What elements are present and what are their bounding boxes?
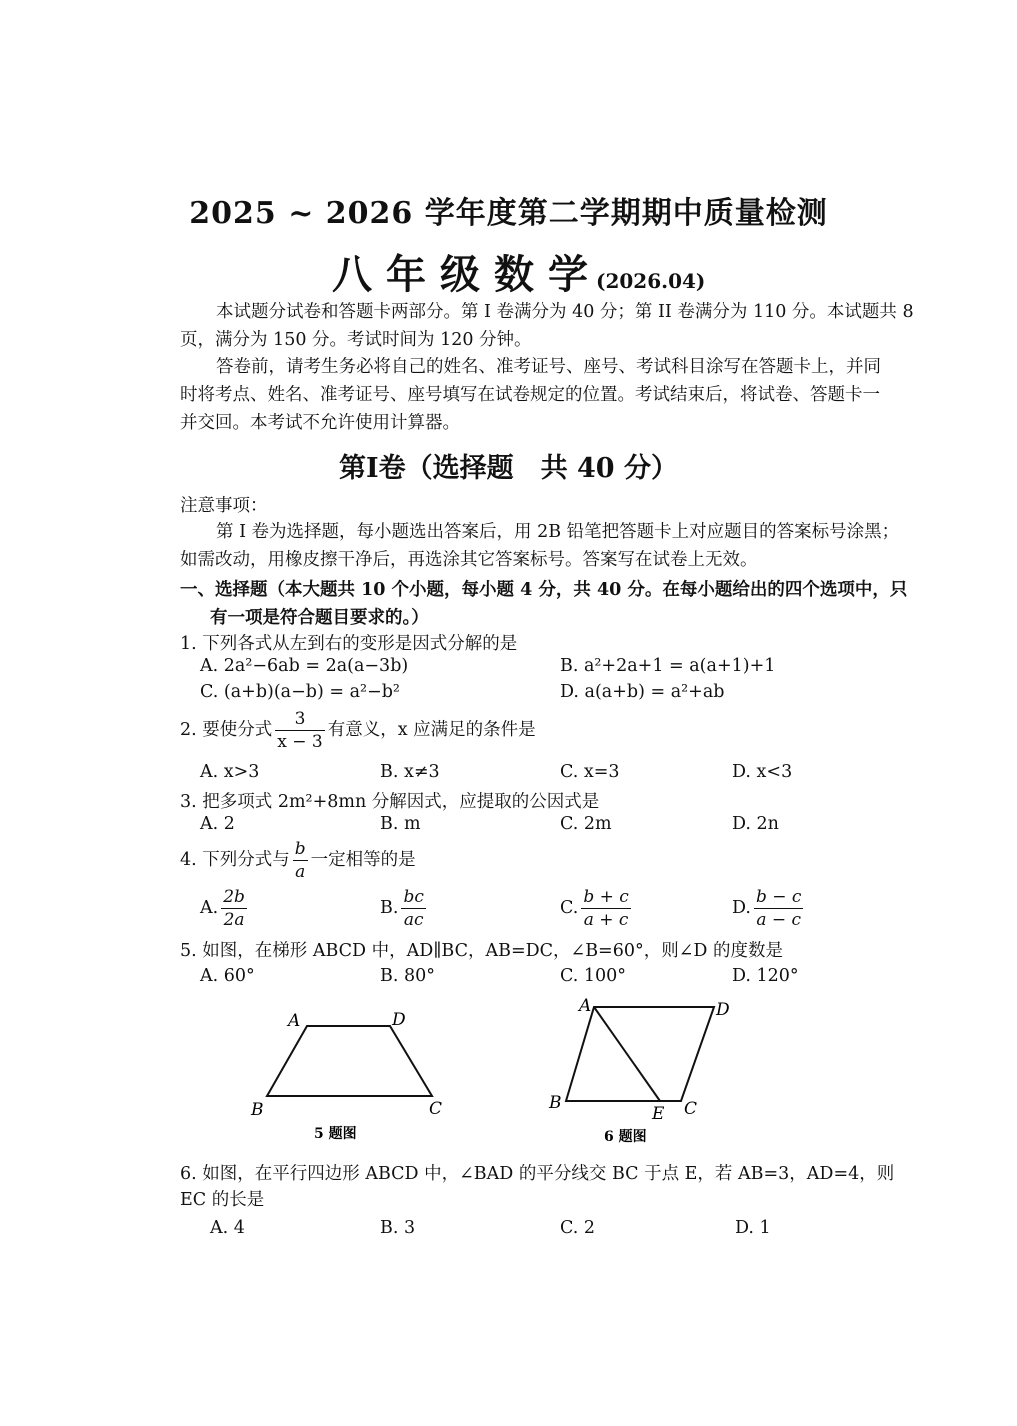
q6-parallelogram-figure <box>566 1007 714 1101</box>
q4-option-d-num: b − c <box>755 887 802 907</box>
q4-option-c-num: b + c <box>583 887 629 907</box>
q6-label-b: B <box>549 1093 562 1113</box>
q5-label-d: D <box>392 1010 406 1030</box>
intro-line-5: 并交回。本考试不允许使用计算器。 <box>180 413 460 433</box>
q6-option-a: A. 4 <box>210 1218 245 1238</box>
exam-title: 2025 ~ 2026 学年度第二学期期中质量检测 <box>189 196 828 231</box>
q4-option-d-label: D. <box>732 898 751 918</box>
subject-title <box>332 243 705 300</box>
q3-stem: 3. 把多项式 2m²+8mn 分解因式，应提取的公因式是 <box>180 792 600 812</box>
q1-option-d: D. a(a+b) = a²+ab <box>560 682 725 702</box>
q4-option-d-den: a − c <box>756 910 802 930</box>
q4-option-c <box>560 886 634 931</box>
figures-area <box>240 995 820 1150</box>
q4-stem-post: 一定相等的是 <box>310 850 416 870</box>
q3-option-b: B. m <box>380 814 421 834</box>
q4-option-b-den: ac <box>403 910 424 930</box>
q4-option-b <box>380 886 429 931</box>
q5-figure-caption: 5 题图 <box>314 1126 357 1142</box>
q4-option-a-num: 2b <box>223 887 245 907</box>
q6-option-c: C. 2 <box>560 1218 596 1238</box>
q2-stem-pre: 2. 要使分式 <box>180 720 273 740</box>
q2-fraction-num: 3 <box>275 708 324 731</box>
q5-option-a: A. 60° <box>200 966 255 986</box>
q4-option-a-fraction <box>221 886 247 931</box>
q4-fraction-den: a <box>295 862 306 882</box>
q5-trapezoid-figure <box>267 1026 432 1096</box>
q4-option-d-fraction <box>754 886 803 931</box>
notice-line-1: 第 I 卷为选择题，每小题选出答案后，用 2B 铅笔把答题卡上对应题目的答案标号涂黑； <box>216 522 900 542</box>
q5-stem: 5. 如图，在梯形 ABCD 中，AD∥BC，AB=DC，∠B=60°，则∠D 的度数是 <box>180 941 783 961</box>
q3-option-c: C. 2m <box>560 814 612 834</box>
intro-line-1: 本试题分试卷和答题卡两部分。第 I 卷满分为 40 分；第 II 卷满分为 110 分。本试题共 8 <box>216 302 914 322</box>
q6-figure-caption: 6 题图 <box>604 1129 647 1145</box>
q6-label-a: A <box>579 996 592 1016</box>
exam-date: (2026.04) <box>596 269 706 293</box>
q4-option-a <box>200 886 250 931</box>
q3-option-d: D. 2n <box>732 814 779 834</box>
q1-option-c: C. (a+b)(a−b) = a²−b² <box>200 682 400 702</box>
q4-stem <box>180 838 416 883</box>
q5-option-d: D. 120° <box>732 966 799 986</box>
q2-fraction <box>275 708 324 753</box>
q6-label-e: E <box>652 1104 665 1124</box>
q6-bisector-line <box>594 1007 660 1101</box>
q5-label-a: A <box>288 1011 301 1031</box>
q5-label-c: C <box>429 1099 443 1119</box>
q5-option-b: B. 80° <box>380 966 436 986</box>
q4-fraction-num: b <box>294 839 306 859</box>
q2-stem-post: 有意义，x 应满足的条件是 <box>327 720 536 740</box>
q1-option-a: A. 2a²−6ab = 2a(a−3b) <box>200 656 409 676</box>
q4-option-a-label: A. <box>200 898 219 918</box>
q6-label-d: D <box>716 1000 730 1020</box>
subject-name: 八年级数学 <box>332 251 602 298</box>
q2-option-a: A. x>3 <box>200 762 260 782</box>
q6-label-c: C <box>684 1099 698 1119</box>
q4-option-d <box>732 886 806 931</box>
q4-fraction <box>293 838 308 883</box>
intro-line-2: 页，满分为 150 分。考试时间为 120 分钟。 <box>180 330 532 350</box>
q1-stem: 1. 下列各式从左到右的变形是因式分解的是 <box>180 634 518 654</box>
q2-option-c: C. x=3 <box>560 762 620 782</box>
notice-label: 注意事项： <box>180 496 268 516</box>
intro-line-3: 答卷前，请考生务必将自己的姓名、准考证号、座号、考试科目涂写在答题卡上，并同 <box>216 357 881 377</box>
q2-fraction-den: x − 3 <box>277 732 323 752</box>
q5-label-b: B <box>251 1100 264 1120</box>
q3-option-a: A. 2 <box>200 814 235 834</box>
part-1-heading-1: 一、选择题（本大题共 10 个小题，每小题 4 分，共 40 分。在每小题给出的四个选项中，只 <box>180 580 908 600</box>
q4-option-b-label: B. <box>380 898 399 918</box>
q4-option-c-label: C. <box>560 898 579 918</box>
q4-option-c-fraction <box>581 886 630 931</box>
q4-option-c-den: a + c <box>583 910 629 930</box>
q6-option-b: B. 3 <box>380 1218 416 1238</box>
q4-option-b-num: bc <box>403 887 424 907</box>
notice-line-2: 如需改动，用橡皮擦干净后，再选涂其它答案标号。答案写在试卷上无效。 <box>180 550 758 570</box>
q4-option-a-den: 2a <box>223 910 245 930</box>
q2-option-b: B. x≠3 <box>380 762 440 782</box>
q6-option-d: D. 1 <box>735 1218 771 1238</box>
q4-stem-pre: 4. 下列分式与 <box>180 850 290 870</box>
q1-option-b: B. a²+2a+1 = a(a+1)+1 <box>560 656 776 676</box>
q2-option-d: D. x<3 <box>732 762 793 782</box>
q6-stem-line-2: EC 的长是 <box>180 1190 265 1210</box>
q6-stem-line-1: 6. 如图，在平行四边形 ABCD 中，∠BAD 的平分线交 BC 于点 E，若 AB=3，AD=4，则 <box>180 1164 895 1184</box>
q5-option-c: C. 100° <box>560 966 627 986</box>
part-1-heading-2: 有一项是符合题目要求的。） <box>210 608 429 628</box>
q4-option-b-fraction <box>401 886 425 931</box>
intro-line-4: 时将考点、姓名、准考证号、座号填写在试卷规定的位置。考试结束后，将试卷、答题卡一 <box>180 385 880 405</box>
section-1-title: 第Ⅰ卷（选择题 共 40 分） <box>338 453 678 484</box>
q2-stem <box>180 708 536 753</box>
